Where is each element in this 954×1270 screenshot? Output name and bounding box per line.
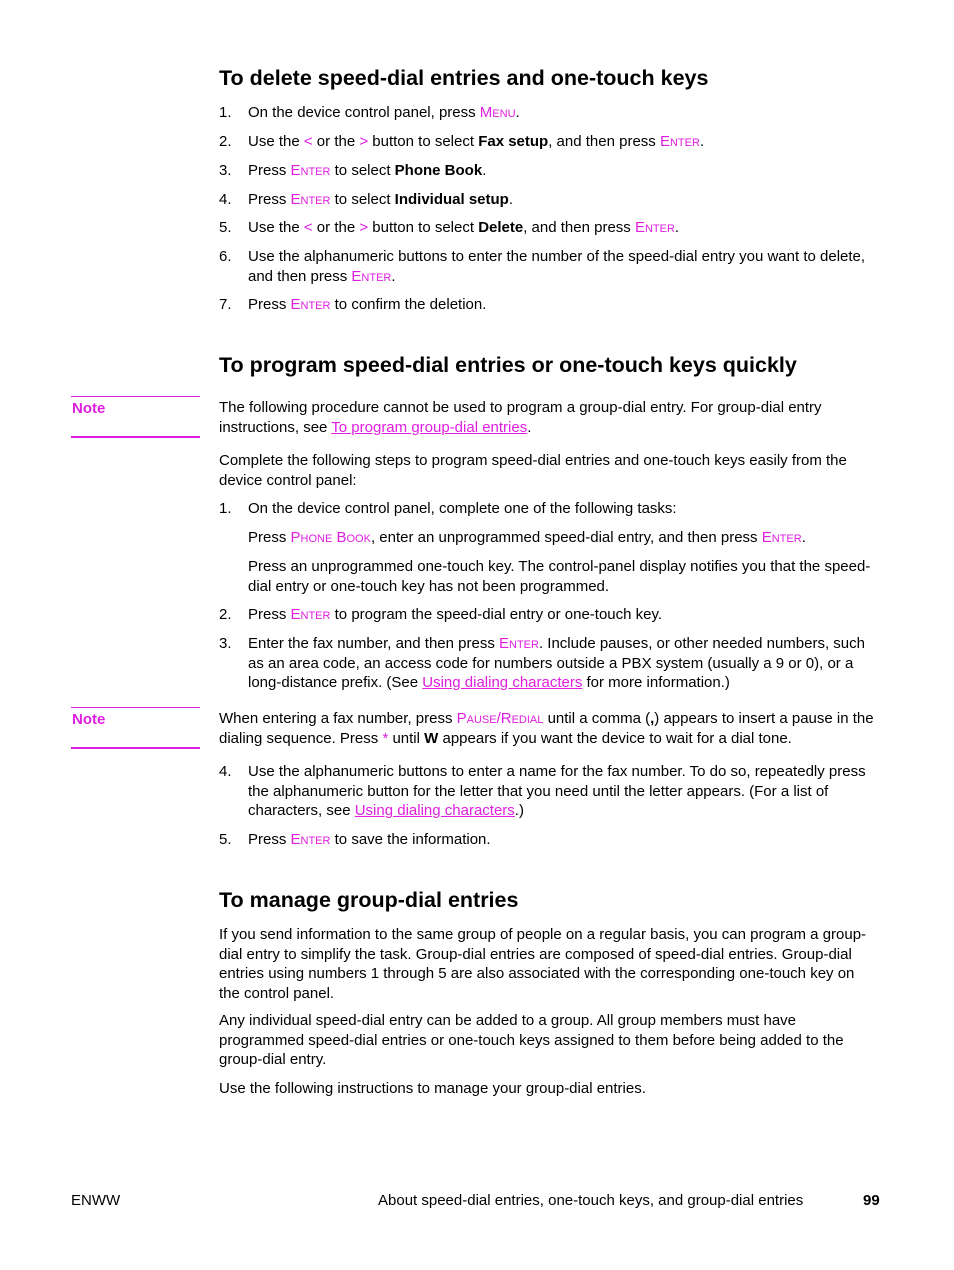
sub-task: Press an unprogrammed one-touch key. The control-panel display notifies you that the speed-dial entry or one-touch key has not been programmed. (248, 558, 871, 595)
intro-paragraph: Complete the following steps to program speed-dial entries and one-touch keys easily from the device control panel: (219, 452, 847, 489)
key-enter: Enter (634, 219, 675, 236)
key-enter: Enter (351, 267, 392, 285)
paragraph: If you send information to the same group of people on a regular basis, you can program a group-dial entry to simplify the task. Group-dial entries are composed of speed-dial entries. Group-dial entries using numbers 1 through 5 are also associated with the corresponding one-touch key on the control panel. (219, 926, 867, 1002)
key-phone-book: Phone Book (290, 529, 371, 546)
key-left-arrow: < (303, 219, 313, 236)
link-dialing-characters[interactable]: Using dialing characters (354, 802, 515, 819)
key-enter: Enter (290, 831, 331, 848)
key-menu: Menu (479, 104, 516, 121)
section-heading-program: To program speed-dial entries or one-touch keys quickly (219, 353, 797, 377)
key-enter: Enter (290, 162, 331, 179)
sub-task: Press Phone Book, enter an unprogrammed speed-dial entry, and then press Enter. (248, 529, 806, 546)
note-text: When entering a fax number, press Pause/Redial until a comma (,) appears to insert a pause in the dialing sequence. Press * until W appears if you want the device to wait for a dial tone. (219, 710, 874, 747)
paragraph: Any individual speed-dial entry can be added to a group. All group members must have programmed speed-dial entries or one-touch keys assigned to them before being added to the group-dial entry. (219, 1012, 844, 1068)
note-label: Note (72, 400, 106, 417)
paragraph: Use the following instructions to manage your group-dial entries. (219, 1080, 646, 1097)
key-enter: Enter (290, 606, 331, 623)
key-pause-redial: Pause/Redial (456, 710, 544, 727)
page-number: 99 (863, 1192, 880, 1209)
link-dialing-characters[interactable]: Using dialing characters (422, 674, 583, 691)
note-divider-top (71, 396, 200, 397)
key-enter: Enter (290, 191, 331, 208)
note-divider-top (71, 707, 200, 708)
footer-left: ENWW (71, 1192, 121, 1209)
section-heading-delete: To delete speed-dial entries and one-touch keys (219, 66, 709, 90)
link-program-group-dial[interactable]: To program group-dial entries (331, 418, 528, 436)
key-left-arrow: < (303, 133, 313, 150)
note-divider-bottom (71, 436, 200, 438)
note-text: The following procedure cannot be used to program a group-dial entry. For group-dial entry instructions, see To program group-dial entries. (219, 399, 822, 436)
key-enter: Enter (659, 133, 700, 150)
key-right-arrow: > (359, 219, 369, 236)
key-enter: Enter (499, 635, 539, 652)
note-divider-bottom (71, 747, 200, 749)
note-label: Note (72, 711, 106, 728)
key-enter: Enter (761, 529, 802, 546)
key-enter: Enter (290, 296, 331, 313)
footer-center: About speed-dial entries, one-touch keys, and group-dial entries (378, 1192, 804, 1209)
key-star: * (382, 729, 389, 747)
key-right-arrow: > (359, 133, 369, 150)
section-heading-manage-group: To manage group-dial entries (219, 888, 519, 912)
